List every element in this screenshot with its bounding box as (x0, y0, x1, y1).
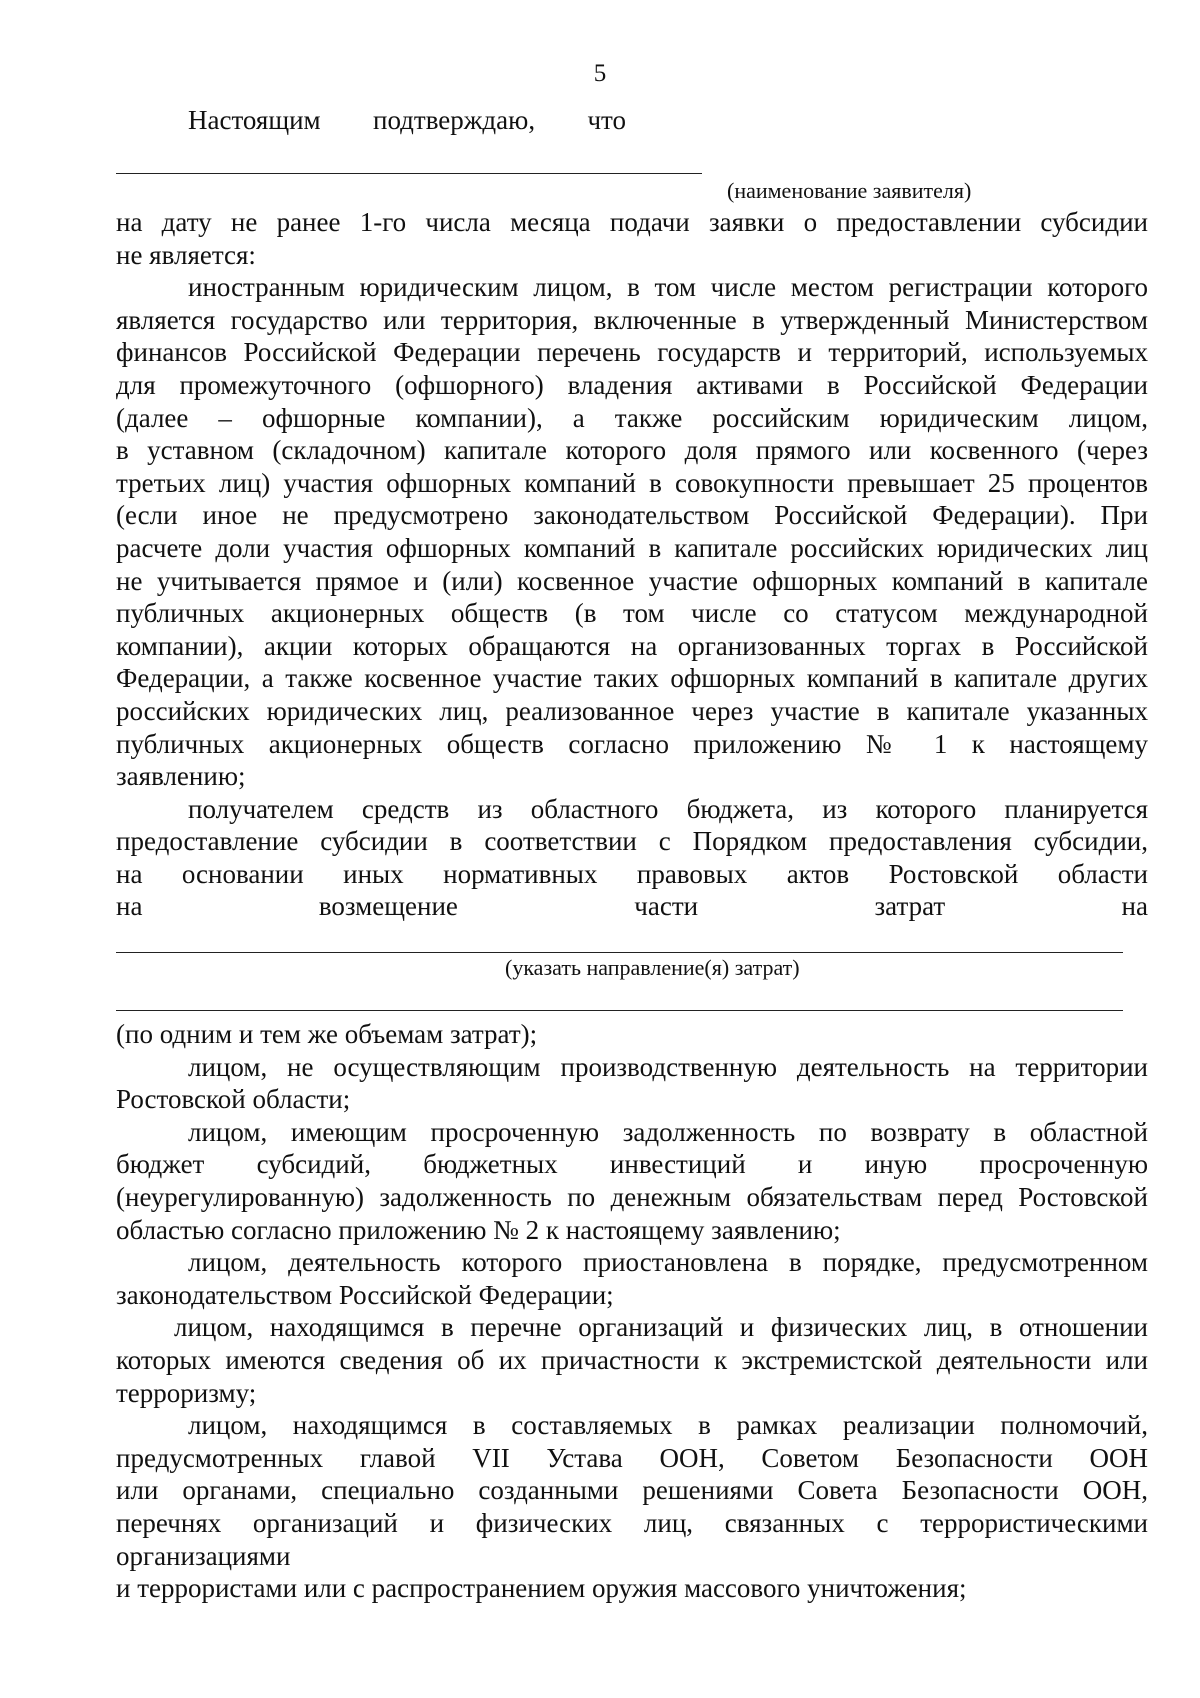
text-line: бюджет субсидий, бюджетных инвестиций и иную просроченную (116, 1149, 1148, 1180)
text-line: лицом, находящимся в составляемых в рамках реализации полномочий, (188, 1410, 1148, 1441)
text-line: лицом, имеющим просроченную задолженность по возврату в областной (188, 1116, 1148, 1147)
text-line: лицом, деятельность которого приостановлена в порядке, предусмотренном (188, 1247, 1148, 1278)
header-word-1: Настоящим (188, 105, 321, 135)
text-line: в уставном (складочном) капитале которого доля прямого или косвенного (через (116, 435, 1148, 466)
text-line: не является: (116, 239, 256, 270)
text-line: на возмещение части затрат на (116, 891, 1148, 922)
text-line: финансов Российской Федерации перечень государств и территорий, используемых (116, 337, 1148, 368)
text-line: публичных акционерных обществ (в том числе со статусом международной (116, 598, 1148, 629)
text-line: или органами, специально созданными решениями Совета Безопасности ООН, (116, 1475, 1148, 1506)
text-line: иностранным юридическим лицом, в том числе местом регистрации которого (188, 272, 1148, 303)
applicant-name-blank-line (116, 173, 702, 174)
text-line: лицом, находящимся в перечне организаций и физических лиц, в отношении (174, 1312, 1148, 1343)
header-line (188, 104, 626, 137)
text-line: для промежуточного (офшорного) владения активами в Российской Федерации (116, 369, 1148, 400)
text-line: законодательством Российской Федерации; (116, 1279, 614, 1310)
text-line: Ростовской области; (116, 1084, 351, 1115)
text-line: (неурегулированную) задолженность по денежным обязательствам перед Ростовской (116, 1181, 1148, 1212)
header-word-2: подтверждаю, (373, 105, 536, 135)
text-line: лицом, не осуществляющим производственную деятельность на территории (188, 1051, 1148, 1082)
text-line: российских юридических лиц, реализованное через участие в капитале указанных (116, 695, 1148, 726)
text-line: и террористами или с распространением оружия массового уничтожения; (116, 1573, 967, 1604)
expense-direction-blank-line (116, 952, 1123, 953)
text-line: на дату не ранее 1-го числа месяца подачи заявки о предоставлении субсидии (116, 207, 1148, 237)
text-line: получателем средств из областного бюджета, из которого планируется (188, 793, 1148, 824)
text-line: предусмотренных главой VII Устава ООН, Советом Безопасности ООН (116, 1442, 1148, 1473)
applicant-caption: (наименование заявителя) (727, 178, 972, 203)
text-line: на основании иных нормативных правовых актов Ростовской области (116, 858, 1148, 889)
text-line: (по одним и тем же объемам затрат); (116, 1019, 538, 1049)
text-line: публичных акционерных обществ согласно приложению № 1 к настоящему (116, 728, 1148, 759)
text-line: расчете доли участия офшорных компаний в капитале российских юридических лиц (116, 532, 1148, 563)
text-line: (если иное не предусмотрено законодательством Российской Федерации). При (116, 500, 1148, 531)
text-line: которых имеются сведения об их причастности к экстремистской деятельности или (116, 1344, 1148, 1375)
main-text-block-1 (116, 206, 1148, 923)
text-line: предоставление субсидии в соответствии с Порядком предоставления субсидии, (116, 826, 1148, 857)
text-line: терроризму; (116, 1377, 257, 1408)
text-line: (далее – офшорные компании), а также российским юридическим лицом, (116, 402, 1148, 433)
page-number: 5 (593, 60, 607, 87)
main-text-block-2 (116, 1018, 1148, 1605)
text-line: Федерации, а также косвенное участие таких офшорных компаний в капитале других (116, 663, 1148, 694)
text-line: не учитывается прямое и (или) косвенное участие офшорных компаний в капитале (116, 565, 1148, 596)
text-line: перечнях организаций и физических лиц, связанных с террористическими (116, 1507, 1148, 1538)
text-line: заявлению; (116, 761, 246, 792)
text-line: компании), акции которых обращаются на организованных торгах в Российской (116, 630, 1148, 661)
text-line: организациями (116, 1540, 291, 1571)
text-line: областью согласно приложению № 2 к настоящему заявлению; (116, 1214, 841, 1245)
text-line: является государство или территория, включенные в утвержденный Министерством (116, 304, 1148, 335)
header-word-3: что (587, 105, 626, 135)
expense-caption: (указать направление(я) затрат) (505, 955, 800, 980)
text-line: третьих лиц) участия офшорных компаний в совокупности превышает 25 процентов (116, 467, 1148, 498)
expense-direction-blank-line-2 (116, 1010, 1123, 1011)
